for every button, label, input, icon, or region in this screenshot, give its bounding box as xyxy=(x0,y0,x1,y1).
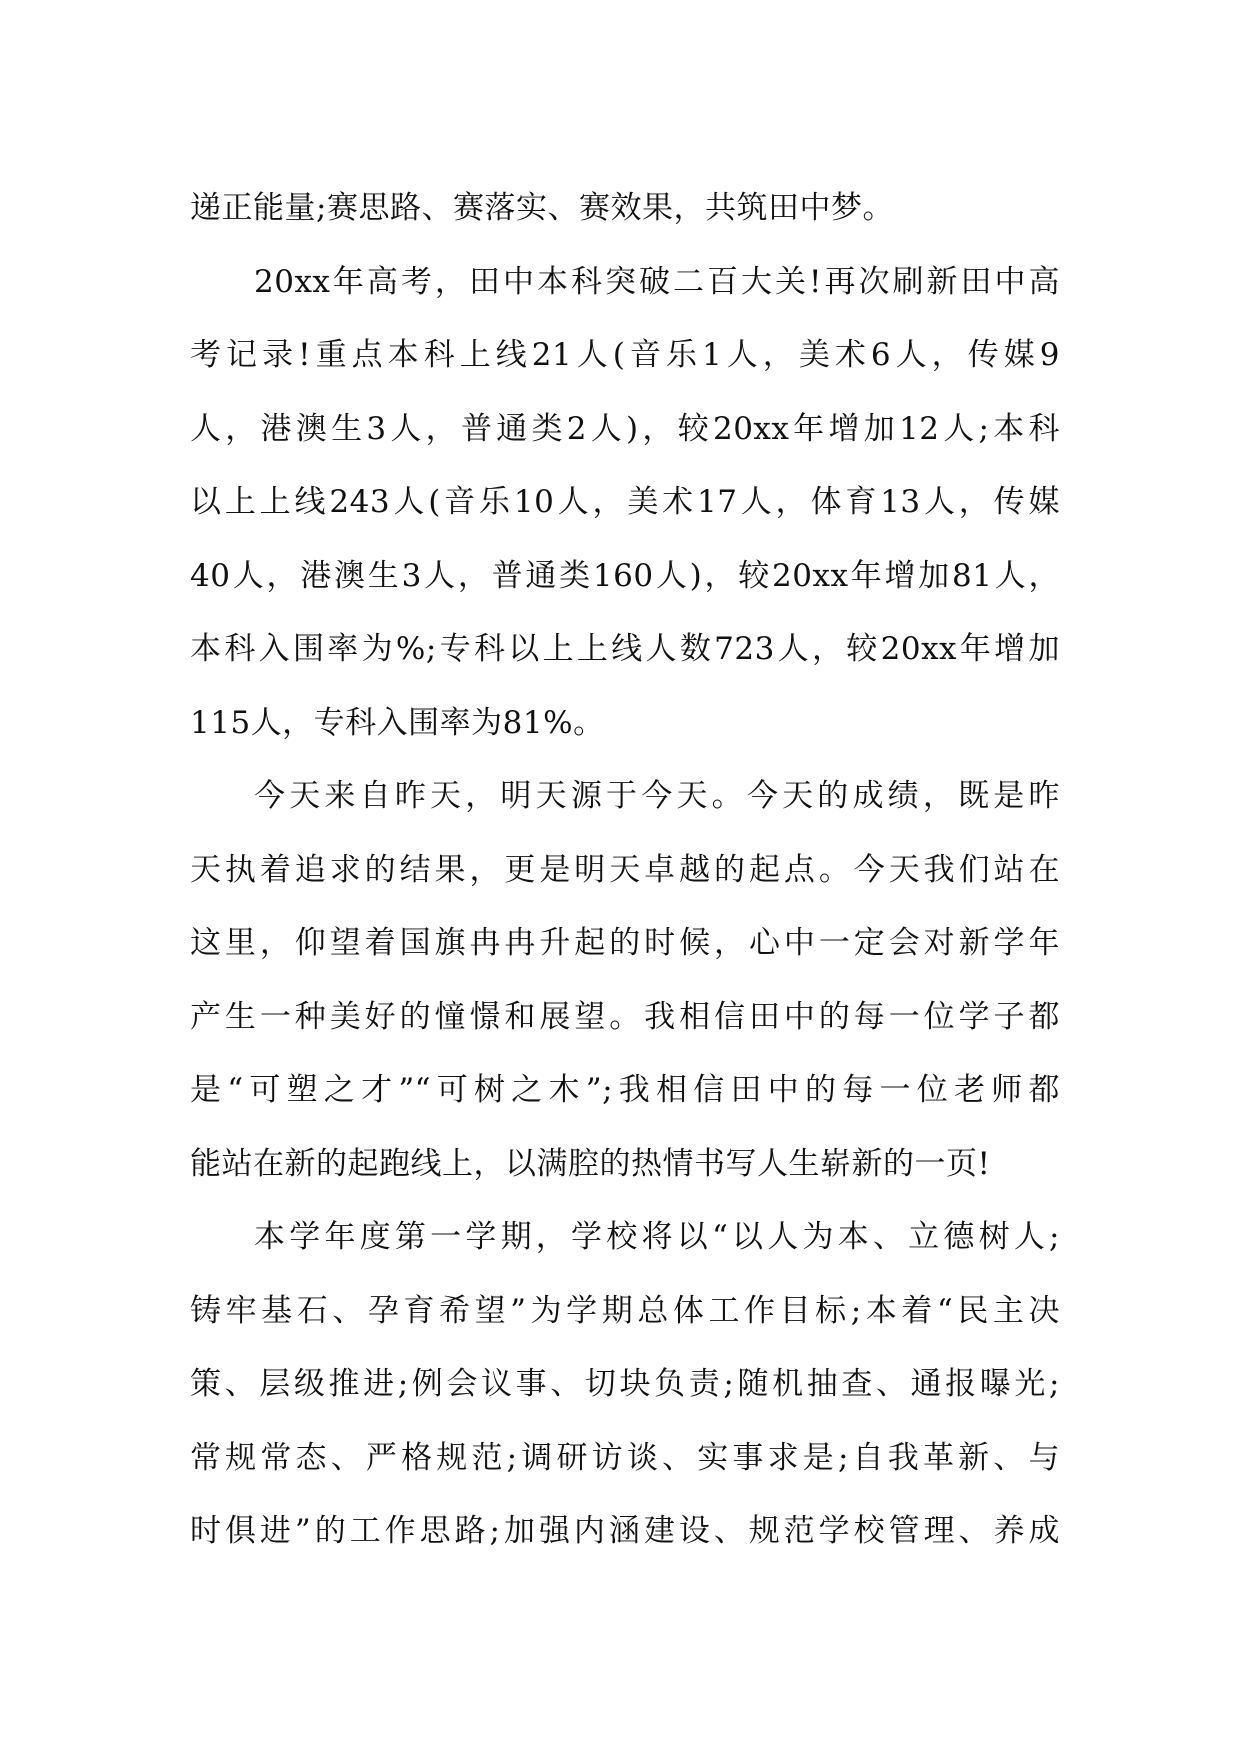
text-line: 时俱进”的工作思路;加强内涵建设、规范学校管理、养成 xyxy=(190,1513,1060,1549)
text-line: 本学年度第一学期，学校将以“以人为本、立德树人; xyxy=(254,1219,1060,1255)
text-line: 天执着追求的结果，更是明天卓越的起点。今天我们站在 xyxy=(190,851,1060,888)
text-line: 考记录!重点本科上线21人(音乐1人，美术6人，传媒9 xyxy=(190,337,1060,373)
document-body xyxy=(190,172,1060,1569)
text-line: 这里，仰望着国旗冉冉升起的时候，心中一定会对新学年 xyxy=(190,925,1060,961)
text-line: 40人，港澳生3人，普通类160人)，较20xx年增加81人， xyxy=(190,557,1060,594)
text-line: 今天来自昨天，明天源于今天。今天的成绩，既是昨 xyxy=(254,778,1060,814)
text-line: 20xx年高考，田中本科突破二百大关!再次刷新田中高 xyxy=(254,263,1060,300)
text-line: 铸牢基石、孕育希望”为学期总体工作目标;本着“民主决 xyxy=(190,1292,1060,1329)
text-line: 人，港澳生3人，普通类2人)，较20xx年增加12人;本科 xyxy=(190,410,1060,447)
text-line: 策、层级推进;例会议事、切块负责;随机抽查、通报曝光; xyxy=(190,1366,1060,1402)
text-line: 以上上线243人(音乐10人，美术17人，体育13人，传媒 xyxy=(190,484,1060,520)
text-line: 本科入围率为%;专科以上上线人数723人，较20xx年增加 xyxy=(190,631,1060,667)
text-line: 递正能量;赛思路、赛落实、赛效果，共筑田中梦。 xyxy=(190,190,894,226)
text-line: 常规常态、严格规范;调研访谈、实事求是;自我革新、与 xyxy=(190,1439,1060,1476)
text-line: 产生一种美好的憧憬和展望。我相信田中的每一位学子都 xyxy=(190,998,1060,1035)
text-line: 115人，专科入围率为81%。 xyxy=(190,704,605,741)
text-line: 能站在新的起跑线上，以满腔的热情书写人生崭新的一页! xyxy=(190,1145,991,1182)
text-line: 是“可塑之才”“可树之木”;我相信田中的每一位老师都 xyxy=(190,1072,1060,1108)
